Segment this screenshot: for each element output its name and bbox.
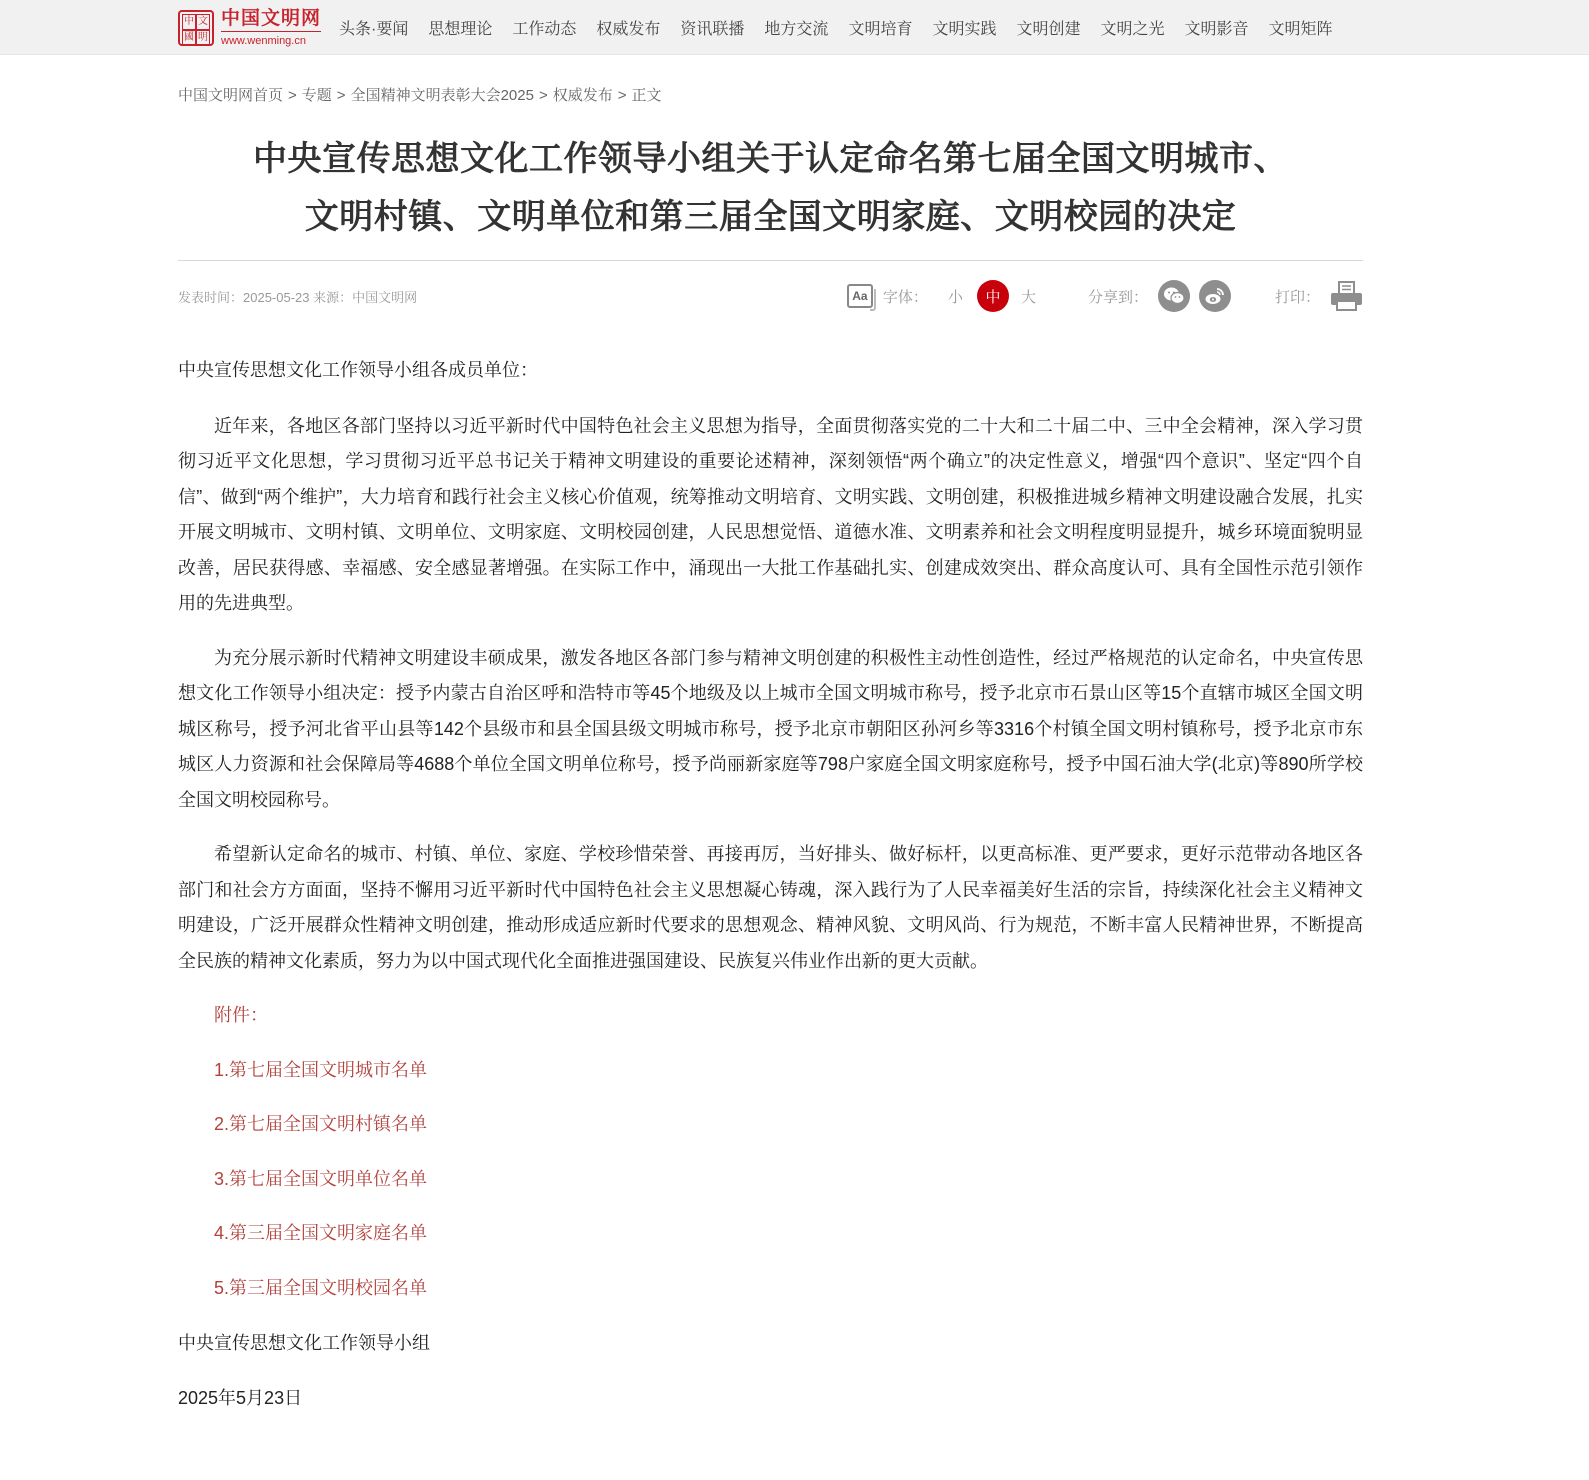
article-title-line: 文明村镇、文明单位和第三届全国文明家庭、文明校园的决定 xyxy=(304,198,1237,236)
article-page xyxy=(178,55,1363,1416)
logo-seal-char: 國 xyxy=(182,30,196,46)
attachment-link-units[interactable]: 3.第七届全国文明单位名单 xyxy=(214,1168,428,1189)
nav-item-theory[interactable]: 思想理论 xyxy=(428,21,493,38)
breadcrumb-event[interactable]: 全国精神文明表彰大会2025 xyxy=(350,87,534,104)
published-label: 发表时间： xyxy=(178,289,244,305)
logo-seal-icon xyxy=(178,10,214,46)
breadcrumb-official-release[interactable]: 权威发布 xyxy=(552,87,613,104)
share-label: 分享到： xyxy=(1087,288,1148,306)
breadcrumb-separator: > xyxy=(538,87,548,104)
attachment-link-campuses[interactable]: 5.第三届全国文明校园名单 xyxy=(214,1277,428,1298)
article-title-line: 中央宣传思想文化工作领导小组关于认定命名第七届全国文明城市、 xyxy=(253,140,1288,178)
article-title xyxy=(178,130,1363,246)
logo-url: www.wenming.cn xyxy=(221,34,306,47)
printer-icon xyxy=(1330,281,1363,311)
nav-item-civility-practice[interactable]: 文明实践 xyxy=(932,21,997,38)
attachment-link-families[interactable]: 4.第三届全国文明家庭名单 xyxy=(214,1223,428,1243)
main-nav xyxy=(339,16,1353,39)
article-paragraph: 近年来，各地区各部门坚持以习近平新时代中国特色社会主义思想为指导，全面贯彻落实党的二十大和二十届二中、三中全会精神，深入学习贯彻习近平文化思想，学习贯彻习近平总书记关于精神文明建设的重要论述精神，深刻领悟“两个确立”的决定性意义，增强“四个意识”、坚定“四个自信”、做到“两个维护”，大力培育和践行社会主义核心价值观，统筹推动文明培育、文明实践、文明创建，积极推进城乡精神文明建设融合发展，扎实开展文明城市、文明村镇、文明单位、文明家庭、文明校园创建，人民思想觉悟、道德水准、文明素养和社会文明程度明显提升，城乡环境面貌明显改善，居民获得感、幸福感、安全感显著增强。在实际工作中，涌现出一大批工作基础扎实、创建成效突出、群众高度认可、具有全国性示范引领作用的先进典型。 xyxy=(178,415,1363,613)
source-label: 来源： xyxy=(313,289,353,305)
font-size-small-button[interactable]: 小 xyxy=(947,288,963,306)
signature-date: 2025年5月23日 xyxy=(178,1387,303,1408)
logo-seal-char: 中 xyxy=(182,14,196,30)
logo-seal-char: 文 xyxy=(196,14,210,30)
article-paragraph: 为充分展示新时代精神文明建设丰硕成果，激发各地区各部门参与精神文明创建的积极性主动性创造性，经过严格规范的认定命名，中央宣传思想文化工作领导小组决定：授予内蒙古自治区呼和浩特市等45个地级及以上城市全国文明城市称号，授予北京市石景山区等15个直辖市城区全国文明城区称号，授予河北省平山县等142个县级市和县全国县级文明城市称号，授予北京市朝阳区孙河乡等3316个村镇全国文明村镇称号，授予北京市东城区人力资源和社会保障局等4688个单位全国文明单位称号，授予尚丽新家庭等798户家庭全国文明家庭称号，授予中国石油大学(北京)等890所学校全国文明校园称号。 xyxy=(178,647,1363,810)
breadcrumb-separator: > xyxy=(617,87,627,104)
font-size-large-button[interactable]: 大 xyxy=(1020,288,1036,306)
weibo-icon xyxy=(1204,286,1226,306)
attachments-label: 附件： xyxy=(214,1005,268,1025)
salutation: 中央宣传思想文化工作领导小组各成员单位： xyxy=(178,360,538,380)
breadcrumb-current: 正文 xyxy=(631,87,662,104)
signature: 中央宣传思想文化工作领导小组 xyxy=(178,1333,430,1353)
nav-item-official-release[interactable]: 权威发布 xyxy=(596,21,661,38)
breadcrumb-topics[interactable]: 专题 xyxy=(301,87,332,104)
article-paragraph: 希望新认定命名的城市、村镇、单位、家庭、学校珍惜荣誉、再接再厉，当好排头、做好标杆，以更高标准、更严要求，更好示范带动各地区各部门和社会方方面面，坚持不懈用习近平新时代中国特色社会主义思想凝心铸魂，深入践行为了人民幸福美好生活的宗旨，持续深化社会主义精神文明建设，广泛开展群众性精神文明创建，推动形成适应新时代要求的思想观念、精神风貌、文明风尚、行为规范，不断丰富人民精神世界，不断提高全民族的精神文化素质，努力为以中国式现代化全面推进强国建设、民族复兴伟业作出新的更大贡献。 xyxy=(178,844,1363,971)
nav-item-local-exchange[interactable]: 地方交流 xyxy=(764,21,829,38)
nav-item-headlines[interactable]: 头条·要闻 xyxy=(339,21,409,38)
nav-item-civility-creation[interactable]: 文明创建 xyxy=(1016,21,1081,38)
nav-item-civility-matrix[interactable]: 文明矩阵 xyxy=(1268,21,1333,38)
logo-seal-char: 明 xyxy=(196,30,210,46)
nav-item-civility-media[interactable]: 文明影音 xyxy=(1184,21,1249,38)
share-wechat-button[interactable] xyxy=(1158,280,1190,312)
published-date: 2025-05-23 xyxy=(243,289,310,305)
article-body xyxy=(178,353,1363,1416)
attachment-link-cities[interactable]: 1.第七届全国文明城市名单 xyxy=(214,1059,428,1080)
breadcrumb-home[interactable]: 中国文明网首页 xyxy=(178,87,284,104)
font-size-icon: Aa xyxy=(847,284,873,308)
print-label: 打印： xyxy=(1274,288,1320,306)
article-meta xyxy=(178,261,1363,331)
article-tools xyxy=(847,280,1363,312)
source-name: 中国文明网 xyxy=(352,289,418,305)
font-size-label: 字体： xyxy=(882,288,928,306)
attachment-link-villages[interactable]: 2.第七届全国文明村镇名单 xyxy=(214,1114,428,1134)
nav-item-work-news[interactable]: 工作动态 xyxy=(512,21,577,38)
nav-item-civility-cultivation[interactable]: 文明培育 xyxy=(848,21,913,38)
breadcrumb xyxy=(178,55,1363,106)
logo-name: 中国文明网 xyxy=(221,8,321,32)
wechat-icon xyxy=(1163,286,1185,306)
font-size-medium-button[interactable]: 中 xyxy=(977,280,1009,312)
publish-info xyxy=(178,287,417,306)
nav-item-news-broadcast[interactable]: 资讯联播 xyxy=(680,21,745,38)
top-nav-bar xyxy=(0,0,1589,55)
share-weibo-button[interactable] xyxy=(1199,280,1231,312)
breadcrumb-separator: > xyxy=(336,87,346,104)
print-button[interactable] xyxy=(1330,281,1363,311)
nav-item-civility-light[interactable]: 文明之光 xyxy=(1100,21,1165,38)
breadcrumb-separator: > xyxy=(288,87,297,104)
site-logo[interactable] xyxy=(178,8,321,48)
